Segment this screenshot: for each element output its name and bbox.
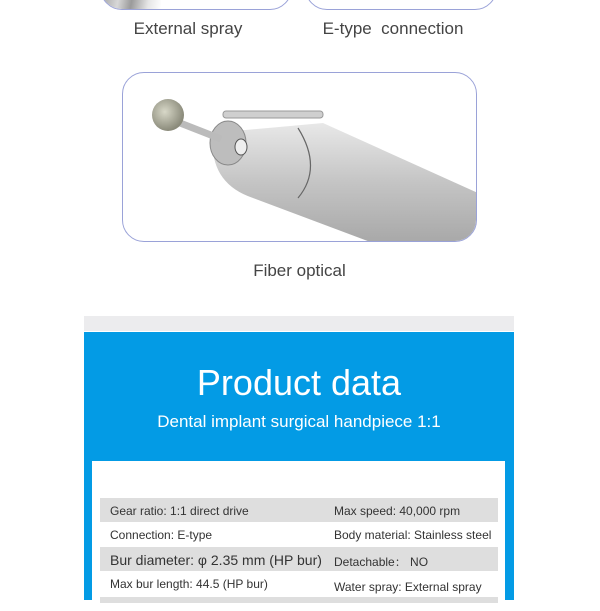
section-title: Product data [196, 362, 402, 403]
table-row [100, 597, 498, 603]
feature-caption: Fiber optical [253, 261, 346, 280]
table-row [100, 522, 498, 546]
spec-cell: Water spray: External spray [334, 580, 482, 594]
spec-cell: Gear ratio: 1:1 direct drive [110, 504, 249, 518]
handpiece-image [101, 0, 161, 9]
e-type-connection-image-card [305, 0, 497, 10]
feature-caption: E-type connection [322, 19, 464, 38]
spec-cell: Connection: E-type [110, 528, 213, 542]
spec-cell: Max speed: 40,000 rpm [334, 504, 461, 518]
table-row [100, 571, 498, 595]
section-divider [84, 316, 514, 331]
spec-table [92, 461, 505, 611]
spec-cell: Body material: Stainless steel [334, 528, 492, 542]
handpiece-image [123, 73, 477, 242]
product-data-section [84, 332, 514, 600]
feature-caption: External spray [133, 19, 243, 38]
external-spray-image-card [100, 0, 292, 10]
spec-cell: Max bur length: 44.5 (HP bur) [110, 577, 268, 591]
table-row [100, 547, 498, 571]
fiber-optical-image-card [122, 72, 477, 242]
table-row [100, 498, 498, 522]
spec-cell: Bur diameter: φ 2.35 mm (HP bur) [110, 552, 322, 568]
spec-cell: Detachable： NO [334, 555, 429, 569]
section-subtitle: Dental implant surgical handpiece 1:1 [157, 412, 441, 431]
